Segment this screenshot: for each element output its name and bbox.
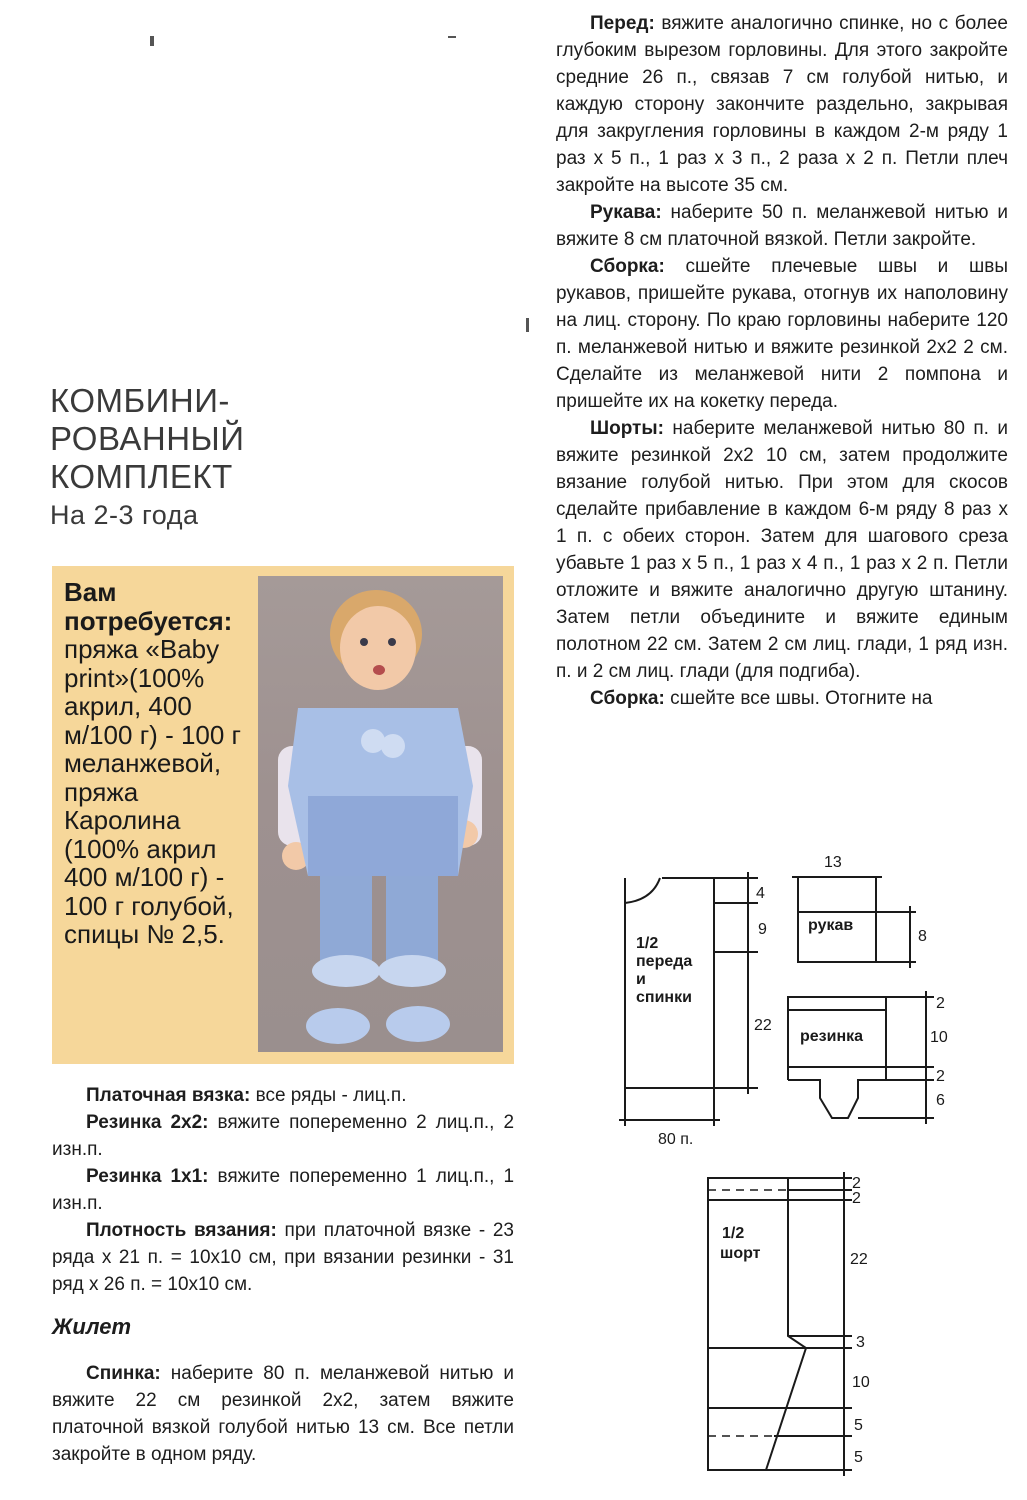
plotnost-paragraph: Плотность вязания: при платочной вязке - 23 ряда х 21 п. = 10х10 см, при вязании резинки - 31 ряд х 26 п. = 10х10 см. (52, 1220, 514, 1295)
shorts-dim-b: 2 (852, 1190, 861, 1207)
ribbing-label: резинка (800, 1028, 864, 1045)
jilet-heading: Жилет (52, 1314, 132, 1339)
body-dim-width: 80 п. (658, 1131, 694, 1148)
ribbing-dim-c: 2 (936, 1068, 945, 1085)
body-label-line: переда (636, 953, 693, 970)
ribbing-diagram (788, 991, 934, 1124)
sborka-final-paragraph: Сборка: сшейте все швы. Отогните на (590, 688, 933, 709)
body-dim-top: 4 (756, 885, 765, 902)
shorts-dim-e: 10 (852, 1374, 870, 1391)
materials-body: пряжа «Baby print»(100% акрил, 400 м/100 г) - 100 г меланжевой, пряжа Каролина (100% акрил 400 м/100 г) - 100 г голубой, спицы № 2,5. (64, 634, 242, 949)
title-line: РОВАННЫЙ (50, 420, 245, 457)
title-line: КОМПЛЕКТ (50, 458, 233, 495)
shorts-dim-c: 22 (850, 1251, 868, 1268)
shorty-paragraph: Шорты: наберите меланжевой нитью 80 п. и вяжите резинкой 2х2 10 см, затем продолжите вязание голубой нитью. При этом для скосов сделайте прибавление в каждом 6-м ряду 8 раз х 1 п. с обеих сторон. Затем для шагового среза убавьте 1 раз х 5 п., 1 раз х 4 п., 1 раз х 2 п. Петли отложите и вяжите аналогично другую штанину. Затем петли объедините и вяжите единым полотном 22 см. Затем 2 см лиц. глади, 1 ряд изн. п. и 2 см лиц. глади (для подгиба). (556, 418, 1008, 682)
body-dim-main: 22 (754, 1017, 772, 1034)
shorts-label-line: шорт (720, 1245, 761, 1262)
shorts-label-line: 1/2 (722, 1225, 745, 1242)
body-label-line: 1/2 (636, 935, 659, 952)
rezinka22-paragraph: Резинка 2х2: вяжите попеременно 2 лиц.п., 2 изн.п. (52, 1112, 515, 1160)
rezinka11-paragraph: Резинка 1х1: вяжите попеременно 1 лиц.п., 1 изн.п. (52, 1166, 515, 1214)
ribbing-dim-b: 10 (930, 1029, 948, 1046)
shorts-dim-g: 5 (854, 1449, 863, 1466)
shorts-dim-d: 3 (856, 1334, 865, 1351)
pered-paragraph: Перед: вяжите аналогично спинке, но с более глубоким вырезом горловины. Для этого закройте средние 26 п., связав 7 см голубой нитью, и каждую сторону закончите раздельно, закрывая для закругления горловины в каждом 2-м ряду 1 раз х 5 п., 1 раз х 3 п., 2 раза х 2 п. Петли плеч закройте на высоте 35 см. (556, 13, 1008, 196)
rukava-paragraph: Рукава: наберите 50 п. меланжевой нитью и вяжите 8 см платочной вязкой. Петли закройте. (556, 202, 1008, 250)
title-line: КОМБИНИ- (50, 382, 230, 419)
body-label-line: спинки (636, 989, 692, 1006)
body-dim-mid: 9 (758, 921, 767, 938)
sleeve-label: рукав (808, 917, 854, 934)
platochnaya-paragraph: Платочная вязка: все ряды - лиц.п. (86, 1085, 407, 1106)
ribbing-dim-a: 2 (936, 995, 945, 1012)
sborka-paragraph: Сборка: сшейте плечевые швы и швы рукавов, пришейте рукава, отогнув их наполовину на лиц. сторону. По краю горловины наберите 120 п. меланжевой нитью и вяжите резинкой 2х2 2 см. Сделайте из меланжевой нити 2 помпона и пришейте их на кокетку переда. (556, 256, 1008, 412)
shorts-dim-f: 5 (854, 1417, 863, 1434)
title-subtitle: На 2-3 года (50, 500, 199, 530)
shorts-diagram (708, 1172, 852, 1476)
body-label-line: и (636, 971, 646, 988)
sleeve-dim-width: 13 (824, 854, 842, 871)
sleeve-dim-height: 8 (918, 928, 927, 945)
materials-heading: Вам потребуется: (64, 577, 233, 636)
ribbing-dim-d: 6 (936, 1092, 945, 1109)
shorts-dim-a: 2 (852, 1175, 861, 1192)
spinka-paragraph: Спинка: наберите 80 п. меланжевой нитью и вяжите 22 см резинкой 2х2, затем вяжите платочной вязкой голубой нитью 13 см. Все петли закройте в одном ряду. (52, 1363, 514, 1465)
